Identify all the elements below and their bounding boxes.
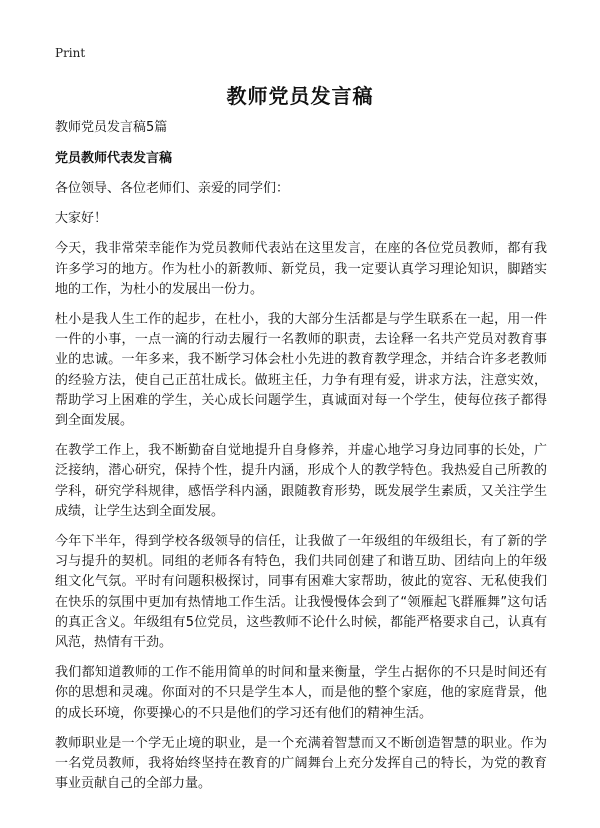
paragraph-3: 在教学工作上，我不断勤奋自觉地提升自身修养，并虚心地学习身边同事的长处，广泛接纳，潜心研究，保持个性，提升内涵，形成个人的教学特色。我热爱自己所教的学科，研究学科规律，感悟学科内涵，跟随教育形势，既发展学生素质，又关注学生成绩，让学生达到全面发展。	[55, 443, 547, 519]
section-heading: 党员教师代表发言稿	[55, 151, 173, 166]
paragraph-4: 今年下半年，得到学校各级领导的信任，让我做了一年级组的年级组长，有了新的学习与提升的契机。同组的老师各有特色，我们共同创建了和谐互助、团结向上的年级组文化气氛。平时有问题积极探讨，同事有困难大家帮助，彼此的宽容、无私使我们在快乐的氛围中更加有热情地工作生活。让我慢慢体会到了“领雁起飞群雁舞”这句话的真正含义。年级组有5位党员，这些教师不论什么时候，都能严格要求自己，认真有风范，热情有干劲。	[55, 534, 547, 651]
document-body	[55, 118, 547, 804]
paragraph-2: 杜小是我人生工作的起步，在杜小，我的大部分生活都是与学生联系在一起，用一件一件的小事，一点一滴的行动去履行一名教师的职责，去诠释一名共产党员对教育事业的忠诚。一年多来，我不断学习体会杜小先进的教育教学理念，并结合许多老教师的经验方法，使自己正茁壮成长。做班主任，力争有理有爱，讲求方法，注意实效，帮助学习上困难的学生，关心成长问题学生，真诚面对每一个学生，使每位孩子都得到全面发展。	[55, 312, 547, 429]
paragraph-6: 教师职业是一个学无止境的职业，是一个充满着智慧而又不断创造智慧的职业。作为一名党员教师，我将始终坚持在教育的广阔舞台上充分发挥自己的特长，为党的教育事业贡献自己的全部力量。	[55, 735, 547, 792]
print-link[interactable]: Print	[55, 46, 86, 60]
greeting-line: 各位领导、各位老师们、亲爱的同学们：	[55, 181, 290, 196]
document-title: 教师党员发言稿	[226, 84, 374, 108]
paragraph-5: 我们都知道教师的工作不能用简单的时间和量来衡量，学生占据你的不只是时间还有你的思想和灵魂。你面对的不只是学生本人，而是他的整个家庭，他的家庭背景，他的成长环境，你要操心的不只是他们的学习还有他们的精神生活。	[55, 665, 547, 721]
document-subtitle: 教师党员发言稿5篇	[55, 120, 168, 135]
paragraph-1: 今天，我非常荣幸能作为党员教师代表站在这里发言，在座的各位党员教师，都有我许多学习的地方。作为杜小的新教师、新党员，我一定要认真学习理论知识，脚踏实地的工作，为杜小的发展出一份力。	[55, 241, 547, 297]
salutation-line: 大家好！	[55, 211, 108, 227]
